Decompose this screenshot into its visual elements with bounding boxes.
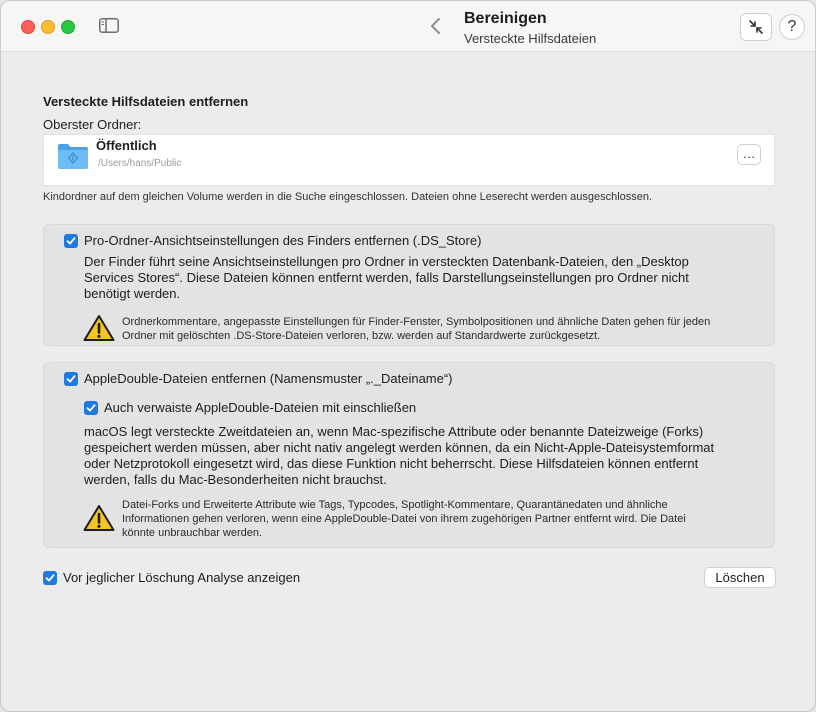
appledouble-warning: Datei-Forks und Erweiterte Attribute wie Tags, Typcodes, Spotlight-Kommentare, Quarantänedaten und ähnliche Informationen gehen verloren, wenn eine AppleDouble-Datei von ihrem zugehörigen Partner entfernt wird. Die Datei könnte unbrauchbar werden. [122, 499, 686, 539]
titlebar [1, 1, 815, 52]
ds-store-group [43, 224, 775, 346]
window-title: Bereinigen [464, 10, 547, 27]
checkmark-icon [66, 236, 76, 246]
appledouble-label[interactable]: AppleDouble-Dateien entfernen (Namensmuster „._Dateiname“) [84, 371, 453, 386]
zoom-window-button[interactable] [61, 20, 75, 34]
folder-path: /Users/hans/Public [98, 158, 182, 169]
show-analysis-label[interactable]: Vor jeglicher Löschung Analyse anzeigen [63, 570, 301, 585]
appledouble-description: macOS legt versteckte Zweitdateien an, wenn Mac-spezifische Attribute oder benannte Dateizweige (Forks) gespeichert werden müssen, aber nicht nativ angelegt werden können, da ein Nicht-Apple-Dateisystemformat oder Netzprotokoll eingesetzt wird, das diese Funktion nicht beherrscht. Diese Hilfsdateien können entfernt werden, falls du Mac-Besonderheiten nicht brauchst. [84, 424, 715, 487]
arrows-collapse-icon [748, 19, 764, 35]
delete-button[interactable]: Löschen [704, 567, 776, 588]
checkmark-icon [66, 374, 76, 384]
window-subtitle: Versteckte Hilfsdateien [464, 31, 597, 46]
close-window-button[interactable] [21, 20, 35, 34]
warning-icon [83, 504, 115, 532]
checkmark-icon [45, 573, 55, 583]
warning-icon [83, 314, 115, 342]
orphan-appledouble-checkbox[interactable] [84, 401, 98, 415]
ds-store-checkbox[interactable] [64, 234, 78, 248]
sidebar-toggle-icon[interactable] [99, 18, 119, 33]
orphan-appledouble-label[interactable]: Auch verwaiste AppleDouble-Dateien mit einschließen [104, 400, 417, 415]
folder-icon [57, 142, 89, 170]
choose-folder-button[interactable]: … [737, 144, 761, 165]
scope-note: Kindordner auf dem gleichen Volume werden in die Suche eingeschlossen. Dateien ohne Leserecht werden ausgeschlossen. [43, 191, 653, 203]
show-analysis-checkbox[interactable] [43, 571, 57, 585]
folder-label: Oberster Ordner: [43, 117, 142, 132]
collapse-button[interactable] [740, 13, 772, 41]
folder-name: Öffentlich [96, 138, 157, 153]
checkmark-icon [86, 403, 96, 413]
help-button[interactable]: ? [779, 14, 805, 40]
appledouble-group [43, 362, 775, 548]
section-title: Versteckte Hilfsdateien entfernen [43, 94, 249, 109]
minimize-window-button[interactable] [41, 20, 55, 34]
appledouble-checkbox[interactable] [64, 372, 78, 386]
chevron-left-icon[interactable] [427, 16, 445, 36]
ds-store-warning: Ordnerkommentare, angepasste Einstellungen für Finder-Fenster, Symbolpositionen und ähnliche Daten gehen für jeden Ordner mit gelöschten .DS-Store-Dateien verloren, bzw. werden auf Standardwerte zurückgesetzt. [122, 316, 711, 342]
main-content [1, 52, 815, 711]
ds-store-description: Der Finder führt seine Ansichtseinstellungen pro Ordner in versteckten Datenbank-Dateien, den „Desktop Services Stores“. Diese Dateien können entfernt werden, falls Darstellungseinstellungen pro Ordner nicht benötigt werden. [84, 254, 689, 301]
ds-store-label[interactable]: Pro-Ordner-Ansichtseinstellungen des Finders entfernen (.DS_Store) [84, 233, 482, 248]
folder-selector[interactable] [43, 134, 775, 186]
